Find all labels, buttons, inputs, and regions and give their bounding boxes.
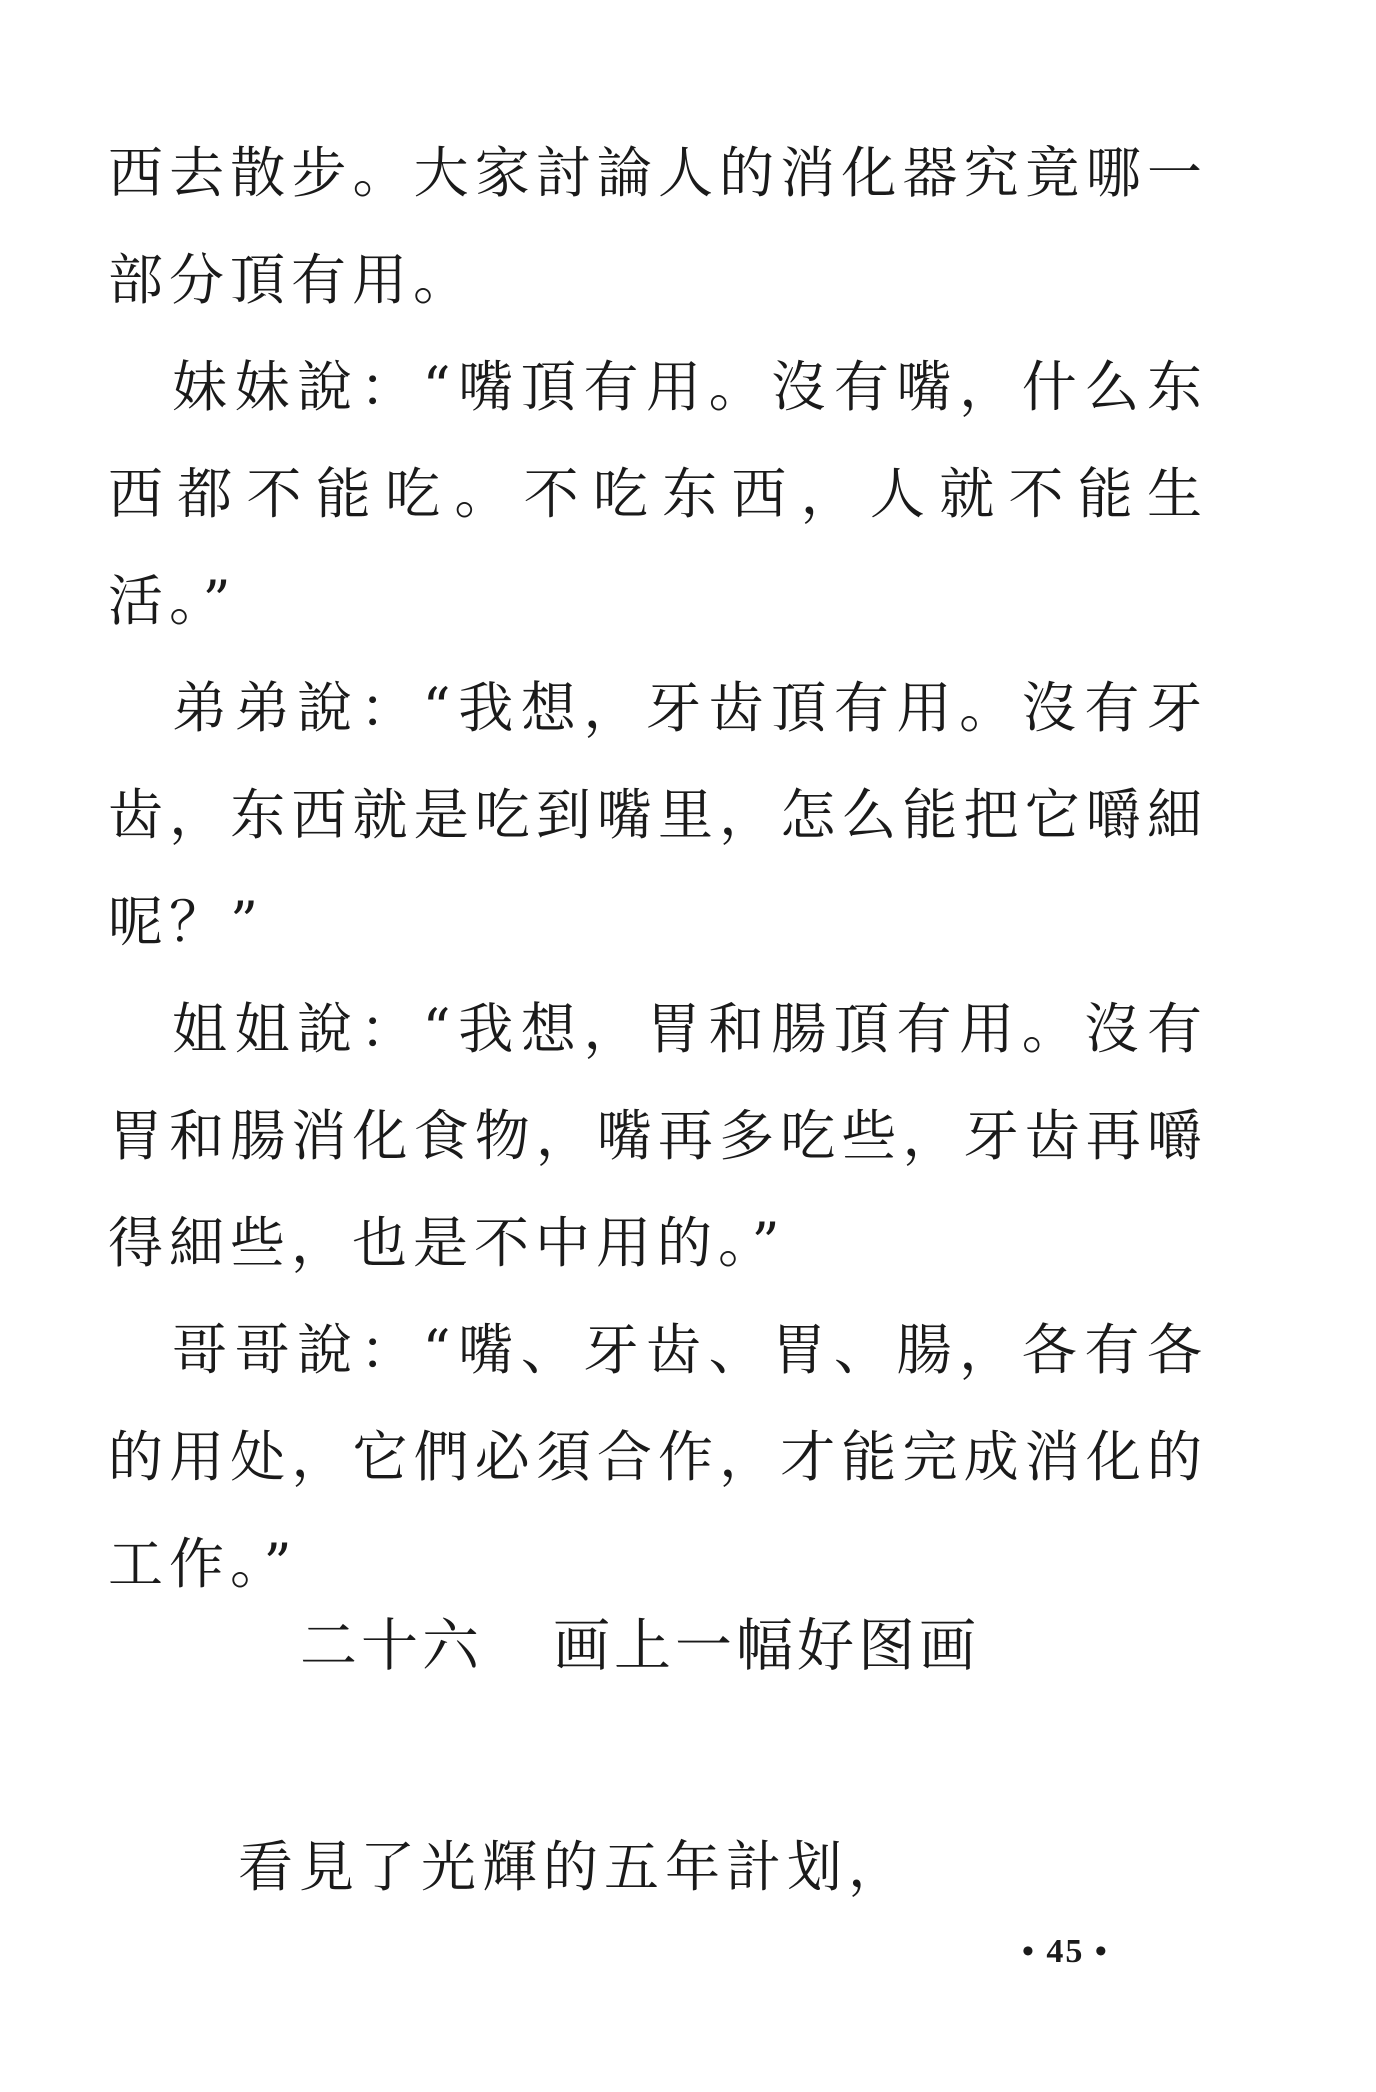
section-number: 二十六	[300, 1613, 483, 1679]
section-title: 画上一幅好图画	[553, 1613, 980, 1679]
section-heading	[300, 1606, 980, 1686]
paragraph-older-sister: 姐姐說：“我想，胃和腸頂有用。沒有胃和腸消化食物，嘴再多吃些，牙齿再嚼得細些，也是不中用的。”	[108, 997, 1208, 1275]
page-number: • 45 •	[1022, 1933, 1109, 1970]
poem-first-line: 看見了光輝的五年計划，	[238, 1835, 910, 1899]
body-text	[108, 120, 1208, 1618]
paragraph-younger-brother: 弟弟說：“我想，牙齿頂有用。沒有牙齿，东西就是吃到嘴里，怎么能把它嚼細呢？”	[108, 676, 1208, 954]
paragraph-sister: 妹妹說：“嘴頂有用。沒有嘴，什么东西都不能吃。不吃东西，人就不能生活。”	[108, 355, 1208, 633]
paragraph-older-brother: 哥哥說：“嘴、牙齿、胃、腸，各有各的用处，它們必須合作，才能完成消化的工作。”	[108, 1318, 1208, 1596]
paragraph-continued: 西去散步。大家討論人的消化器究竟哪一部分頂有用。	[108, 141, 1208, 312]
